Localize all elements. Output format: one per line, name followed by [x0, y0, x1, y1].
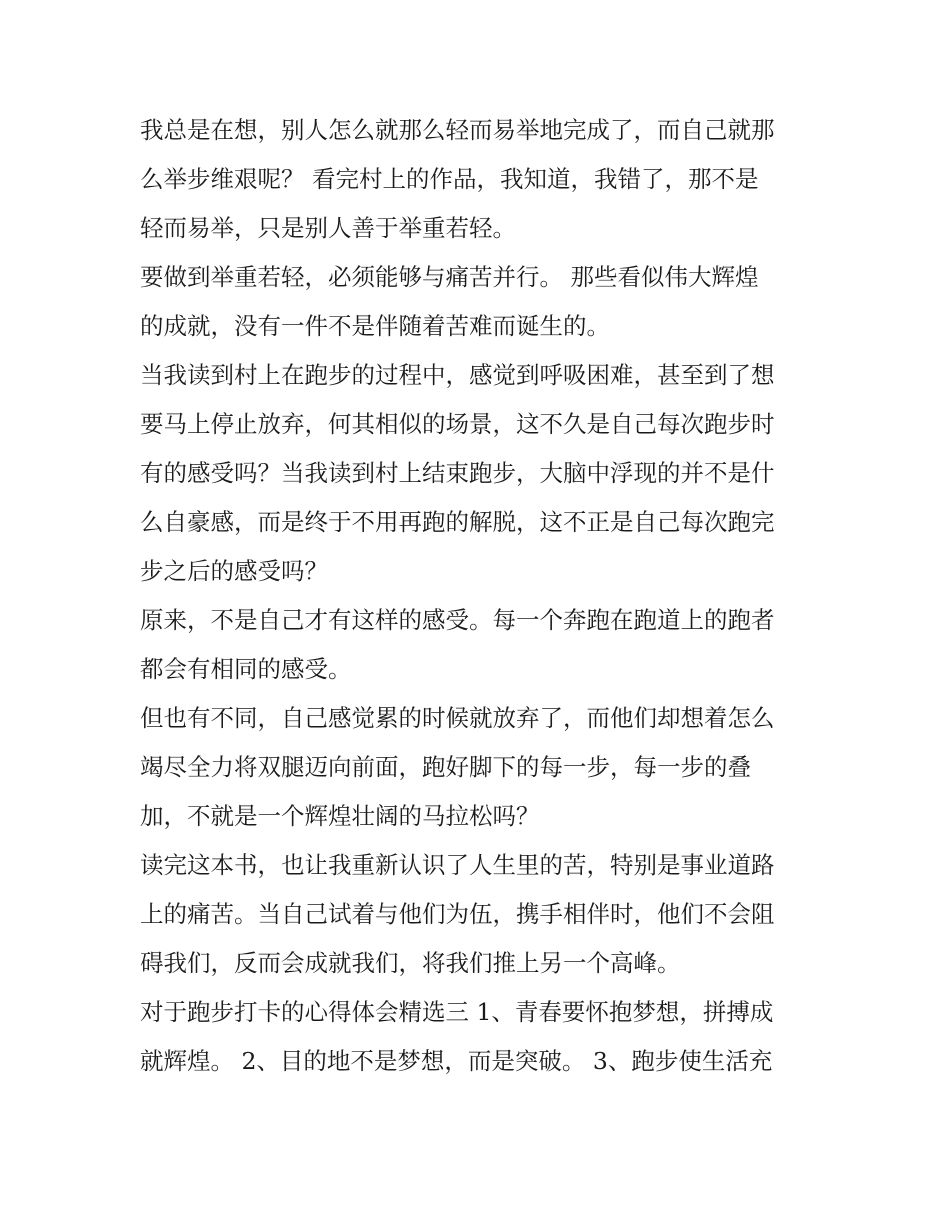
text-line: 上的痛苦。当自己试着与他们为伍，携手相伴时，他们不会阻 — [140, 900, 775, 928]
text-line: 竭尽全力将双腿迈向前面，跑好脚下的每一步，每一步的叠 — [140, 753, 751, 781]
text-line: 加，不就是一个辉煌壮阔的马拉松吗？ — [140, 802, 540, 830]
text-line: 要马上停止放弃，何其相似的场景，这不久是自己每次跑步时 — [140, 410, 775, 438]
text-line: 原来，不是自己才有这样的感受。每一个奔跑在跑道上的跑者 — [140, 606, 775, 634]
text-line: 步之后的感受吗？ — [140, 557, 328, 585]
text-line: 的成就，没有一件不是伴随着苦难而诞生的。 — [140, 312, 610, 340]
text-line: 读完这本书，也让我重新认识了人生里的苦，特别是事业道路 — [140, 851, 775, 879]
text-line: 但也有不同，自己感觉累的时候就放弃了，而他们却想着怎么 — [140, 704, 775, 732]
text-line: 轻而易举，只是别人善于举重若轻。 — [140, 214, 516, 242]
text-line: 对于跑步打卡的心得体会精选三 1、青春要怀抱梦想，拼搏成 — [140, 998, 774, 1026]
text-line: 碍我们，反而会成就我们，将我们推上另一个高峰。 — [140, 949, 681, 977]
text-line: 我总是在想，别人怎么就那么轻而易举地完成了，而自己就那 — [140, 116, 775, 144]
text-line: 当我读到村上在跑步的过程中，感觉到呼吸困难，甚至到了想 — [140, 361, 775, 389]
text-line: 有的感受吗？当我读到村上结束跑步，大脑中浮现的并不是什 — [140, 459, 775, 487]
text-line: 就辉煌。 2、目的地不是梦想，而是突破。 3、跑步使生活充 — [140, 1047, 773, 1075]
text-line: 么举步维艰呢？ 看完村上的作品，我知道，我错了，那不是 — [140, 165, 759, 193]
text-line: 都会有相同的感受。 — [140, 655, 352, 683]
document-body — [140, 106, 820, 1086]
text-line: 么自豪感，而是终于不用再跑的解脱，这不正是自己每次跑完 — [140, 508, 775, 536]
text-line: 要做到举重若轻，必须能够与痛苦并行。 那些看似伟大辉煌 — [140, 263, 759, 291]
